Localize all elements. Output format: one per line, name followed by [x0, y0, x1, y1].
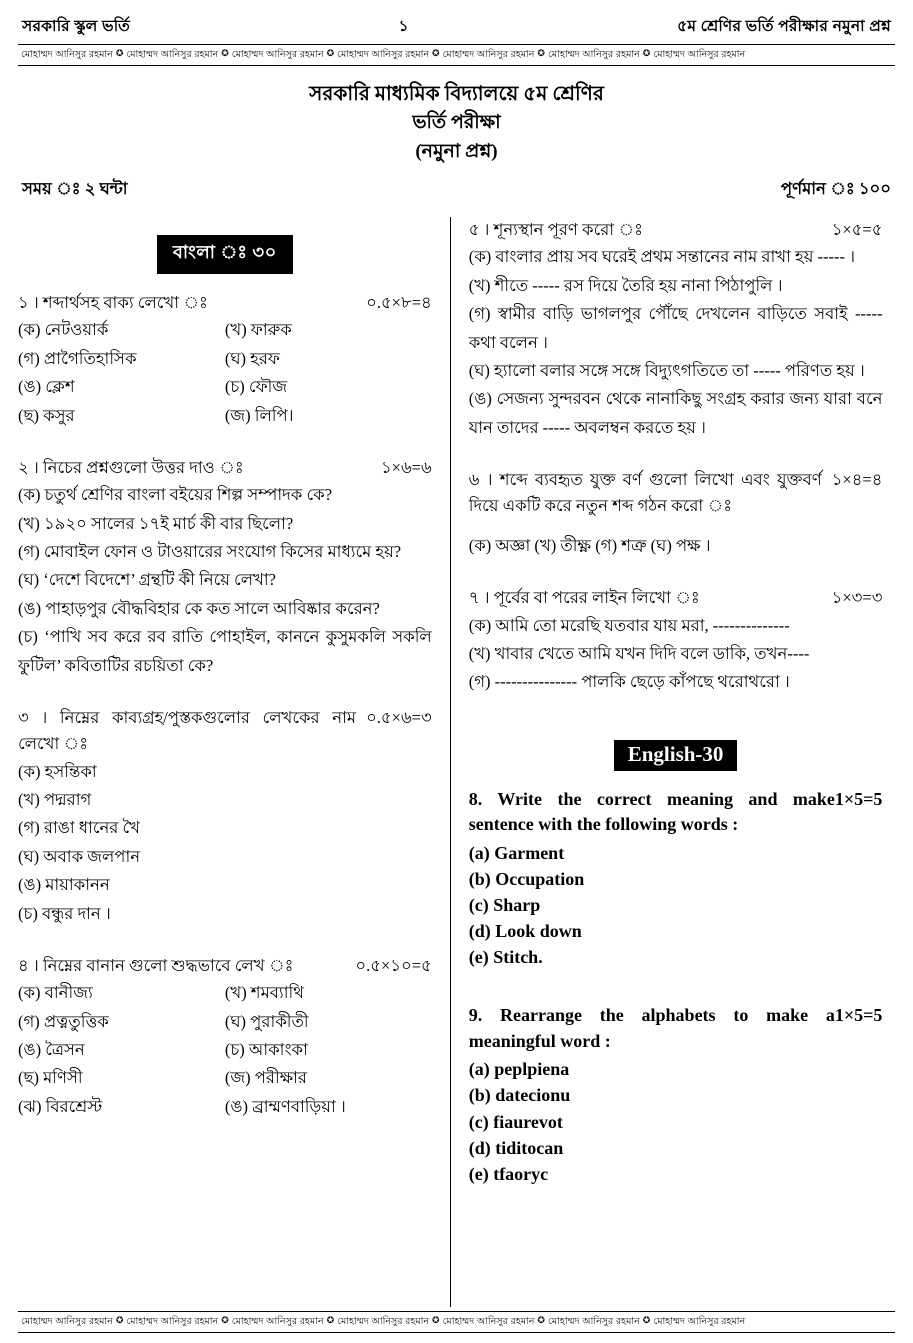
option-item: (গ) --------------- পালকি ছেড়ে কাঁপছে থরোথরো । — [468, 672, 790, 692]
watermark-separator: ✪ — [221, 48, 229, 58]
watermark-text: মোহাম্মদ আনিসুর রহমান — [337, 49, 430, 60]
watermark-text: মোহাম্মদ আনিসুর রহমান — [21, 1316, 113, 1327]
exam-title-block — [18, 80, 895, 166]
option-item: (চ) আকাংকা — [224, 1040, 308, 1060]
option-item: (ঙ) মায়াকানন — [18, 875, 110, 895]
bangla-section-badge: বাংলা ঃ ৩০ — [157, 235, 293, 274]
watermark-text: মোহাম্মদ আনিসুর রহমান — [126, 49, 219, 60]
question-options — [469, 1056, 883, 1186]
option-item: (গ) মোবাইল ফোন ও টাওয়ারের সংযোগ কিসের মাধ্যমে হয়? — [18, 542, 402, 562]
header-divider-rule-2 — [18, 65, 895, 66]
question-text: ৭ । পূর্বের বা পরের লাইন লিখো ঃ — [468, 588, 700, 608]
option-item: (ঘ) হ্যালো বলার সঙ্গে সঙ্গে বিদ্যুৎগতিতে তা ----- পরিণত হয় । — [468, 360, 865, 380]
option-item: (ঝ) বিরশ্রেস্ট — [18, 1096, 103, 1116]
bangla-question-list-right — [469, 217, 883, 722]
bangla-section-badge-wrap — [18, 235, 432, 274]
option-item: (d) Look down — [468, 921, 582, 942]
watermark-separator: ✪ — [115, 1315, 124, 1325]
right-column — [453, 217, 883, 1307]
option-item: (জ) পরীক্ষার — [224, 1068, 307, 1088]
left-column — [18, 217, 448, 1307]
question-text: ৪ । নিম্নের বানান গুলো শুদ্ধভাবে লেখ ঃ — [18, 955, 294, 975]
question-text: ৬ । শব্দে ব্যবহৃত যুক্ত বর্ণ গুলো লিখো এবং যুক্তবর্ণ দিয়ে একটি করে নতুন শব্দ গঠন করো ঃ — [468, 470, 822, 516]
option-item: (a) peplpiena — [468, 1059, 570, 1080]
question-text: 1×5=5 8. Write the correct meaning and make sentence with the following words : — [468, 788, 883, 835]
question-options — [18, 316, 432, 430]
option-item: (চ) বন্ধুর দান । — [18, 903, 111, 923]
exam-title-line-3: (নমুনা প্রশ্ন) — [415, 140, 498, 162]
watermark-separator: ✪ — [537, 1315, 545, 1325]
content-columns — [18, 217, 895, 1307]
question-text: ৫ । শূন্যস্থান পূরণ করো ঃ — [468, 220, 643, 239]
watermark-separator: ✪ — [326, 48, 335, 58]
question-head — [469, 467, 883, 520]
watermark-separator: ✪ — [115, 48, 124, 58]
question-marks: ০.৫×৮=৪ — [366, 293, 432, 312]
question-block — [469, 585, 883, 697]
option-item: (ঙ) ব্রাম্মণবাড়িয়া । — [224, 1096, 346, 1116]
option-item: (ছ) মণিসী — [18, 1068, 83, 1088]
question-marks: 1×5=5 — [834, 1005, 883, 1026]
question-head — [469, 217, 883, 243]
english-question-list — [469, 787, 883, 1220]
column-divider — [450, 217, 451, 1307]
option-item: (ঘ) পুরাকীতী — [224, 1011, 309, 1031]
watermark-text: মোহাম্মদ আনিসুর রহমান — [442, 1316, 535, 1327]
question-marks: ০.৫×১০=৫ — [355, 955, 432, 975]
english-section-badge: English-30 — [614, 740, 738, 771]
question-options — [18, 481, 432, 680]
option-item: (খ) ১৯২০ সালের ১৭ই মার্চ কী বার ছিলো? — [18, 513, 294, 533]
bangla-question-list-left — [18, 290, 432, 1146]
header-left-title: সরকারি স্কুল ভর্তি — [22, 18, 131, 35]
question-options — [469, 840, 883, 970]
option-item: (ক) নেটওয়ার্ক — [18, 320, 109, 340]
exam-meta-row — [18, 176, 895, 203]
question-head — [18, 455, 432, 481]
watermark-separator: ✪ — [537, 48, 545, 58]
watermark-text: মোহাম্মদ আনিসুর রহমান — [653, 49, 746, 60]
question-head — [18, 953, 432, 979]
watermark-text: মোহাম্মদ আনিসুর রহমান — [21, 49, 113, 60]
option-item: (ঘ) ‘দেশে বিদেশে’ গ্রন্থটি কী নিয়ে লেখা? — [18, 570, 276, 590]
watermark-text: মোহাম্মদ আনিসুর রহমান — [547, 49, 640, 60]
option-item: (গ) প্রাগৈতিহাসিক — [18, 348, 137, 368]
question-options — [18, 979, 432, 1121]
watermark-separator: ✪ — [221, 1315, 229, 1325]
option-item: (খ) ফারুক — [224, 320, 292, 340]
watermark-separator: ✪ — [642, 48, 651, 58]
option-item: (b) datecionu — [468, 1085, 571, 1106]
question-marks: ১×৪=৪ — [831, 470, 883, 490]
watermark-separator: ✪ — [432, 48, 440, 58]
english-section-badge-wrap — [469, 740, 883, 771]
exam-full-marks: পূর্ণমান ঃ ১০০ — [780, 179, 891, 198]
option-item: (e) Stitch. — [468, 947, 543, 968]
question-head — [469, 585, 883, 611]
option-item: (ঙ) ত্রৈসন — [18, 1040, 85, 1060]
option-item: (ঙ) পাহাড়পুর বৌদ্ধবিহার কে কত সালে আবিষ্কার করেন? — [18, 598, 380, 618]
option-item: (চ) ফৌজ — [224, 377, 288, 397]
watermark-separator: ✪ — [432, 1315, 440, 1325]
question-block — [469, 217, 883, 442]
question-block — [18, 455, 432, 680]
option-item: (ঘ) অবাক জলপান — [18, 846, 141, 866]
question-block — [18, 705, 432, 928]
question-head — [18, 290, 432, 316]
option-item: (ঙ) ক্লেশ — [18, 377, 75, 397]
option-item: (গ) স্বামীর বাড়ি ভাগলপুর পৌঁছে দেখলেন বাড়িতে সবাই ----- কথা বলেন । — [468, 304, 883, 352]
question-marks: ১×৫=৫ — [831, 220, 883, 239]
question-options — [469, 520, 883, 560]
question-block — [469, 1003, 883, 1187]
option-item: (গ) প্রত্নতুত্তিক — [18, 1011, 109, 1031]
watermark-text: মোহাম্মদ আনিসুর রহমান — [231, 1316, 324, 1327]
header-divider-rule — [18, 44, 895, 45]
watermark-strip-top — [18, 47, 895, 65]
footer-divider-rule-2 — [18, 1332, 895, 1333]
question-text: ৩ । নিম্নের কাব্যগ্রহ/পুস্তকগুলোর লেখকের নাম লেখো ঃ — [18, 707, 357, 754]
option-item: (খ) শমব্যাথি — [224, 983, 304, 1003]
question-block — [18, 953, 432, 1121]
exam-duration: সময় ঃ ২ ঘন্টা — [22, 179, 128, 198]
watermark-separator: ✪ — [642, 1315, 651, 1325]
option-item: (b) Occupation — [468, 868, 585, 889]
option-item: (ক) বাংলার প্রায় সব ঘরেই প্রথম সন্তানের নাম রাখা হয় ----- । — [468, 247, 856, 267]
page-footer — [18, 1311, 895, 1335]
question-text: 1×5=5 9. Rearrange the alphabets to make a meaningful word : — [468, 1005, 883, 1051]
question-text: ১ । শব্দার্থসহ বাক্য লেখো ঃ — [18, 293, 208, 312]
header-right-title: ৫ম শ্রেণির ভর্তি পরীক্ষার নমুনা প্রশ্ন — [677, 18, 891, 35]
watermark-text: মোহাম্মদ আনিসুর রহমান — [442, 49, 535, 60]
option-item: (গ) রাঙা ধানের খৈ — [18, 818, 141, 838]
option-item: (জ) লিপি। — [224, 405, 294, 425]
option-item: (ক) বানীজ্য — [18, 983, 93, 1003]
watermark-text: মোহাম্মদ আনিসুর রহমান — [653, 1316, 746, 1327]
option-item: (ক) আমি তো মরেছি যতবার যায় মরা, -------------- — [468, 615, 790, 635]
option-item: (a) Garment — [468, 842, 565, 863]
option-item: (d) tiditocan — [468, 1137, 564, 1158]
option-item: (খ) খাবার খেতে আমি যখন দিদি বলে ডাকি, তখন---- — [468, 643, 810, 663]
question-text: ২ । নিচের প্রশ্নগুলো উত্তর দাও ঃ — [18, 457, 244, 477]
option-item: (খ) পদ্মরাগ — [18, 790, 92, 810]
option-item: (e) tfaoryc — [468, 1163, 549, 1184]
option-item: (ক) অজ্ঞা (খ) তীক্ষ্ণ (গ) শত্রু (ঘ) পক্ষ । — [468, 535, 711, 555]
option-item: (খ) শীতে ----- রস দিয়ে তৈরি হয় নানা পিঠাপুলি । — [468, 275, 783, 295]
watermark-text: মোহাম্মদ আনিসুর রহমান — [126, 1316, 219, 1327]
question-options — [469, 243, 883, 442]
watermark-separator: ✪ — [326, 1315, 335, 1325]
page-header — [18, 14, 895, 44]
question-options — [469, 612, 883, 697]
exam-title-line-2: ভর্তি পরীক্ষা — [412, 112, 501, 133]
option-item: (c) Sharp — [468, 894, 541, 915]
option-item: (c) fiaurevot — [468, 1111, 563, 1132]
question-marks: ১×৬=৬ — [380, 457, 432, 477]
question-block — [18, 290, 432, 430]
question-head — [18, 705, 432, 758]
question-block — [469, 467, 883, 560]
footer-divider-rule — [18, 1311, 895, 1312]
option-item: (ঙ) সেজন্য সুন্দরবন থেকে নানাকিছু সংগ্রহ করার জন্য যারা বনে যান তাদের ----- অবলম্বন করতে হয় । — [468, 389, 883, 437]
exam-title-line-1: সরকারি মাধ্যমিক বিদ্যালয়ে ৫ম শ্রেণির — [309, 83, 604, 105]
option-item: (চ) ‘পাখি সব করে রব রাতি পোহাইল, কাননে কুসুমকলি সকলি ফুটিল’ কবিতাটির রচয়িতা কে? — [18, 627, 432, 675]
question-marks: 1×5=5 — [834, 788, 883, 809]
page-number: ১ — [398, 18, 409, 35]
question-marks: ০.৫×৬=৩ — [366, 707, 432, 727]
option-item: (ক) চতুর্থ শ্রেণির বাংলা বইয়ের শিল্প সম্পাদক কে? — [18, 485, 333, 505]
watermark-text: মোহাম্মদ আনিসুর রহমান — [547, 1316, 640, 1327]
question-marks: ১×৩=৩ — [831, 588, 883, 608]
question-options — [18, 758, 432, 928]
watermark-text: মোহাম্মদ আনিসুর রহমান — [231, 49, 324, 60]
option-item: (ঘ) হরফ — [224, 348, 280, 368]
watermark-strip-bottom — [18, 1314, 895, 1332]
option-item: (ক) হসন্তিকা — [18, 761, 97, 781]
watermark-text: মোহাম্মদ আনিসুর রহমান — [337, 1316, 430, 1327]
question-block — [469, 787, 883, 971]
option-item: (ছ) কসুর — [18, 405, 75, 425]
